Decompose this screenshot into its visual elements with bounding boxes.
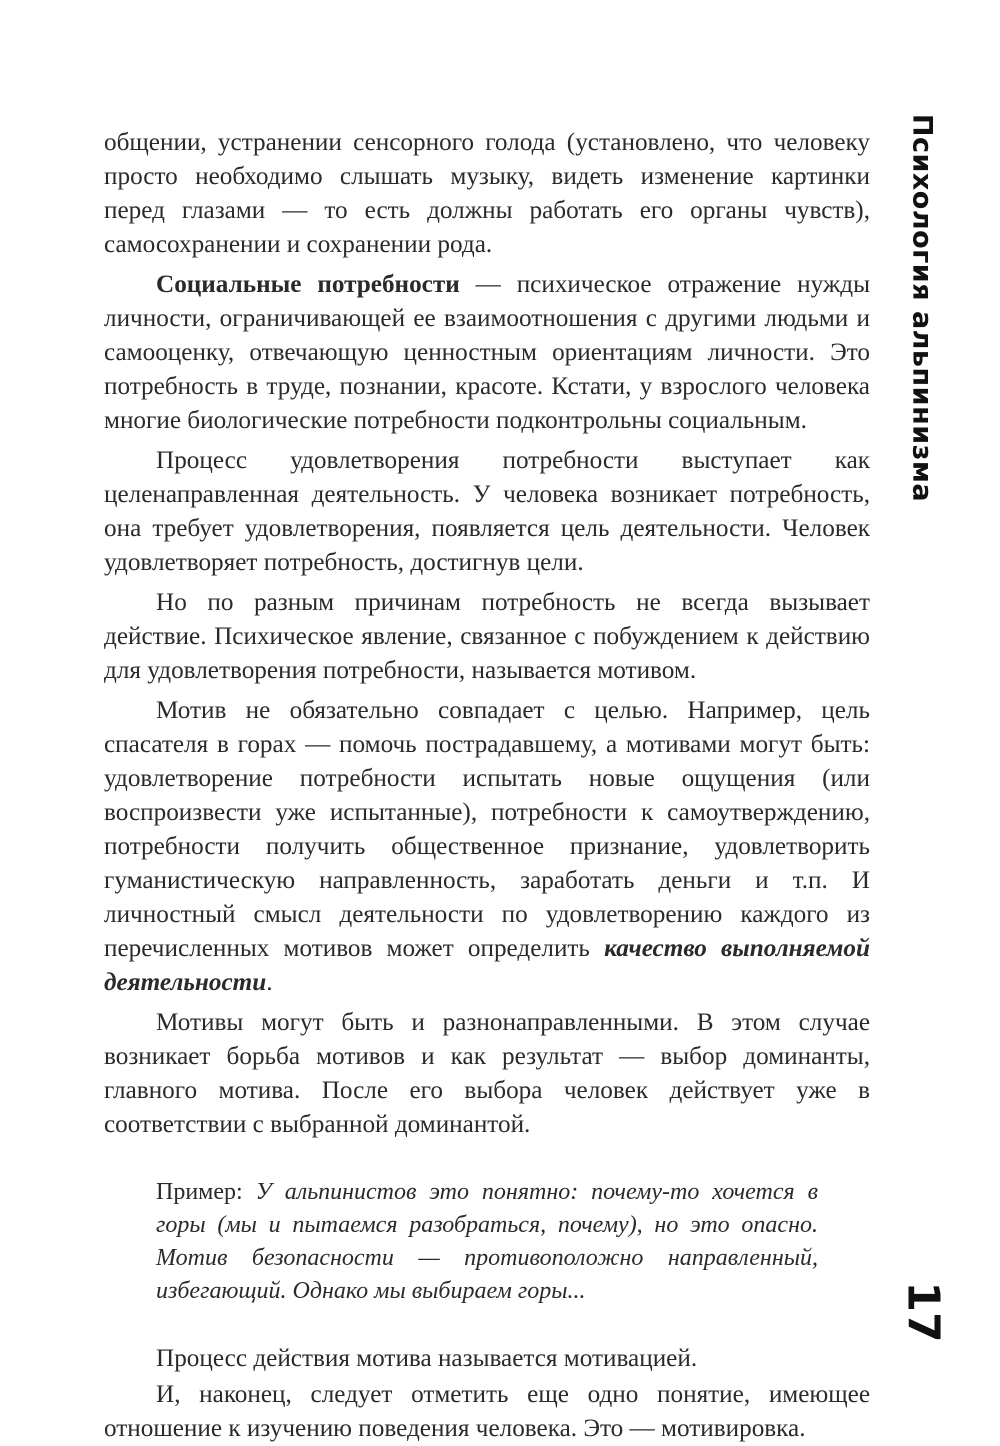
paragraph-1: общении, устранении сенсорного голода (установлено, что человеку просто необходимо слышать музыку, видеть изменение картинки перед глазами — то есть должны работать его органы чувств), самосохранении и сохранении рода. xyxy=(104,129,870,258)
running-title xyxy=(902,96,942,520)
paragraph-6: Мотивы могут быть и разнонаправленными. В этом случае возникает борьба мотивов и как результат — выбор доминанты, главного мотива. После его выбора человек действует уже в соответствии с выбранной доминантой. xyxy=(104,1009,870,1138)
paragraph-8: И, наконец, следует отметить еще одно понятие, имеющее отношение к изучению поведения человека. Это — мотивировка. xyxy=(104,1381,870,1442)
paragraph-3: Процесс удовлетворения потребности выступает как целенаправленная деятельность. У человека возникает потребность, она требует удовлетворения, появляется цель деятельности. Человек удовлетворяет потребность, достигнув цели. xyxy=(104,447,870,576)
term-social-needs: Социальные потребности xyxy=(156,271,460,298)
paragraph-motive xyxy=(104,694,870,1000)
emphasis-quality: качество выполняемой деятельности xyxy=(104,935,870,996)
paragraph-motive-text: Мотив не обязательно совпадает с целью. Например, цель спасателя в горах — помочь пострадавшему, а мотивами могут быть: удовлетворение потребности испытать новые ощущения (или воспроизвести уже испытанные), потребности к самоутверждению, потребности получить общественное признание, удовлетворить гуманистическую направленность, заработать деньги и т.п. И личностный смысл деятельности по удовлетворению каждого из перечисленных мотивов может определить xyxy=(104,697,870,962)
paragraph-7: Процесс действия мотива называется мотивацией. xyxy=(156,1345,698,1372)
paragraph-social-needs xyxy=(104,268,870,438)
page-number xyxy=(898,1282,948,1342)
page-number-text: 17 xyxy=(897,1281,949,1343)
example-text: У альпинистов это понятно: почему-то хочется в горы (мы и пытаемся разобраться, почему), но это опасно. Мотив безопасности — противоположно направленный, избегающий. Однако мы выбираем горы... xyxy=(156,1179,819,1304)
example-label: Пример: xyxy=(156,1179,256,1205)
page-body xyxy=(104,126,870,1446)
paragraph-social-needs-text: — психическое отражение нужды личности, ограничивающей ее взаимоотношения с другими людьми и самооценку, отвечающую ценностным ориентациям личности. Это потребность в труде, познании, красоте. Кстати, у взрослого человека многие биологические потребности подконтрольны социальным. xyxy=(104,271,870,434)
running-title-text: Психология альпинизма xyxy=(906,113,938,503)
paragraph-4: Но по разным причинам потребность не всегда вызывает действие. Психическое явление, связанное с побуждением к действию для удовлетворения потребности, называется мотивом. xyxy=(104,589,870,684)
paragraph-motive-end: . xyxy=(266,969,273,996)
example-block xyxy=(156,1176,818,1308)
